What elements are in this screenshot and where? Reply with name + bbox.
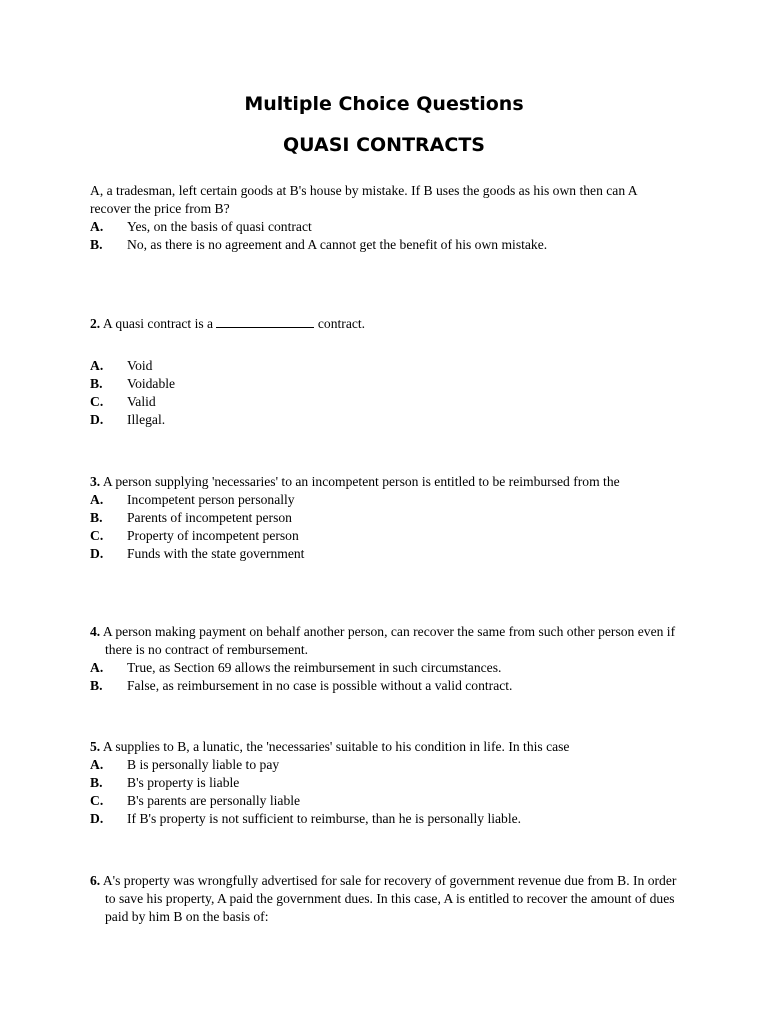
question-2-text-after: contract. [314,316,366,331]
option-text: True, as Section 69 allows the reimbursement in such circumstances. [127,660,502,675]
question-number: 6. [90,873,101,888]
option-text: False, as reimbursement in no case is possible without a valid contract. [127,678,513,693]
option-letter: B. [90,678,103,693]
question-2-stem [90,315,680,333]
question-1-option-a [90,218,680,236]
option-text: Parents of incompetent person [127,510,292,525]
question-4-options [90,659,680,695]
question-2-option-b [90,375,680,393]
question-5-stem [90,738,680,756]
question-4-option-a [90,659,680,677]
option-text: Void [127,358,153,373]
option-text: B's property is liable [127,775,240,790]
question-6-text: A's property was wrongfully advertised for sale for recovery of government revenue due from B. In order to save his property, A paid the government dues. In this case, A is entitled to recover the amount of dues paid by him B on the basis of: [100,873,677,924]
question-3-text: A person supplying 'necessaries' to an incompetent person is entitled to be reimbursed from the [100,474,620,489]
question-6 [90,872,680,926]
option-text: Yes, on the basis of quasi contract [127,219,312,234]
option-text: Incompetent person personally [127,492,295,507]
option-letter: D. [90,811,104,826]
fill-in-blank [216,315,314,328]
question-4 [90,623,680,695]
option-text: If B's property is not sufficient to reimburse, than he is personally liable. [127,811,522,826]
question-5-option-a [90,756,680,774]
question-2-option-a [90,357,680,375]
page-title: Multiple Choice Questions [244,93,524,115]
option-text: Funds with the state government [127,546,305,561]
option-text: B is personally liable to pay [127,757,280,772]
question-5-option-c [90,792,680,810]
option-text: Illegal. [127,412,166,427]
question-6-stem [90,872,680,926]
question-5-options [90,756,680,828]
option-letter: B. [90,237,103,252]
question-4-text: A person making payment on behalf another person, can recover the same from such other person even if there is no contract of rembursement. [100,624,676,657]
option-text: Voidable [127,376,176,391]
question-1-options [90,218,680,254]
option-letter: B. [90,376,103,391]
question-3-option-b [90,509,680,527]
option-letter: D. [90,546,104,561]
option-letter: A. [90,358,104,373]
question-2-option-c [90,393,680,411]
question-1 [90,182,680,254]
option-text: Valid [127,394,156,409]
option-letter: C. [90,793,104,808]
option-letter: C. [90,528,104,543]
question-number: 4. [90,624,101,639]
option-letter: B. [90,775,103,790]
question-1-stem: A, a tradesman, left certain goods at B's house by mistake. If B uses the goods as his own then can A recover the price from B? [90,183,637,216]
option-letter: A. [90,492,104,507]
question-number: 2. [90,316,101,331]
question-5-text: A supplies to B, a lunatic, the 'necessaries' suitable to his condition in life. In this case [100,739,570,754]
question-3-option-a [90,491,680,509]
question-5 [90,738,680,828]
question-5-option-d [90,810,680,828]
option-letter: B. [90,510,103,525]
question-1-option-b [90,236,680,254]
option-text: B's parents are personally liable [127,793,301,808]
option-letter: A. [90,660,104,675]
question-2 [90,315,680,429]
question-number: 3. [90,474,101,489]
option-text: Property of incompetent person [127,528,299,543]
question-number: 5. [90,739,101,754]
question-5-option-b [90,774,680,792]
option-letter: C. [90,394,104,409]
question-3 [90,473,680,563]
question-2-text-before: A quasi contract is a [100,316,217,331]
page-subtitle: QUASI CONTRACTS [283,134,485,156]
question-3-option-d [90,545,680,563]
question-3-stem [90,473,680,491]
option-letter: A. [90,757,104,772]
question-2-option-d [90,411,680,429]
option-letter: D. [90,412,104,427]
option-letter: A. [90,219,104,234]
question-3-option-c [90,527,680,545]
option-text: No, as there is no agreement and A cannot get the benefit of his own mistake. [127,237,548,252]
question-4-option-b [90,677,680,695]
question-2-options [90,357,680,429]
question-3-options [90,491,680,563]
question-4-stem [90,623,680,659]
